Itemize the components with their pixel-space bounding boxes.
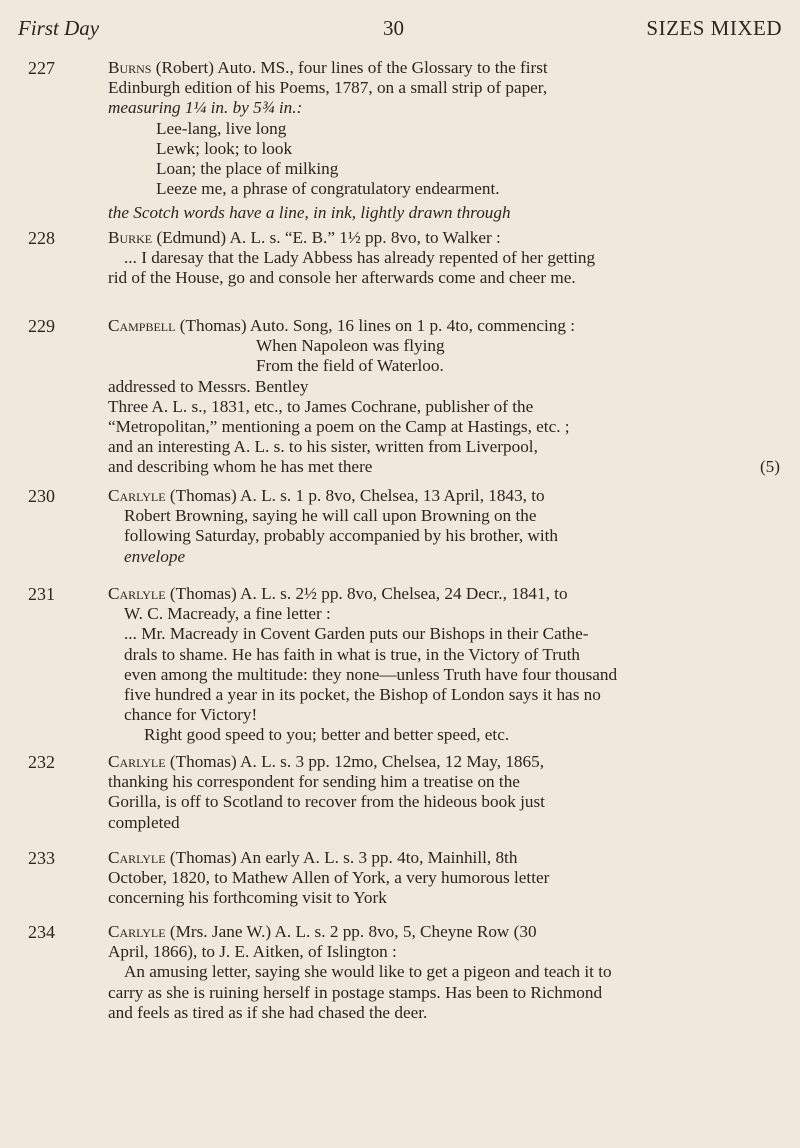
- lot-description: (Thomas) An early A. L. s. 3 pp. 4to, Mainhill, 8th: [165, 848, 518, 867]
- lot-description: (Mrs. Jane W.) A. L. s. 2 pp. 8vo, 5, Cheyne Row (30: [165, 922, 537, 941]
- header-day: First Day: [18, 16, 100, 40]
- lot-count: (5): [759, 457, 780, 477]
- lot-number: 227: [28, 58, 55, 78]
- quote-line: Loan; the place of milking: [156, 159, 339, 179]
- lot-228: [28, 228, 780, 289]
- quote-line: and feels as tired as if she had chased the deer.: [108, 1002, 428, 1022]
- lot-author: Burke: [108, 228, 153, 247]
- verse-line: From the field of Waterloo.: [256, 356, 444, 376]
- quote-line: Lewk; look; to look: [156, 138, 293, 158]
- lot-author: Burns: [108, 58, 152, 77]
- lot-number: 234: [28, 922, 55, 942]
- lot-author: Carlyle: [108, 584, 166, 603]
- lot-line: thanking his correspondent for sending him a treatise on the: [108, 772, 520, 792]
- lot-number: 231: [28, 584, 55, 604]
- page-number: 30: [383, 16, 404, 40]
- lot-line: “Metropolitan,” mentioning a poem on the Camp at Hastings, etc. ;: [108, 417, 570, 437]
- lot-line: following Saturday, probably accompanied by his brother, with: [124, 526, 558, 546]
- lot-author: Carlyle: [108, 752, 166, 771]
- lot-number: 229: [28, 316, 55, 336]
- lot-line: and an interesting A. L. s. to his sister, written from Liverpool,: [108, 437, 538, 457]
- lot-line: Gorilla, is off to Scotland to recover from the hideous book just: [108, 792, 545, 812]
- lot-number: 232: [28, 752, 55, 772]
- quote-line: even among the multitude: they none—unless Truth have four thousand: [124, 664, 618, 684]
- quote-line: Lee-lang, live long: [156, 118, 287, 138]
- lot-description: (Thomas) A. L. s. 2½ pp. 8vo, Chelsea, 24 Decr., 1841, to: [165, 584, 568, 603]
- quote-line: chance for Victory!: [124, 705, 258, 725]
- lot-number: 228: [28, 228, 55, 248]
- page-header: [18, 16, 782, 46]
- lot-232: [28, 752, 780, 833]
- lot-line: April, 1866), to J. E. Aitken, of Islington :: [108, 942, 397, 962]
- quote-line: Right good speed to you; better and better speed, etc.: [144, 725, 510, 745]
- quote-line: ... I daresay that the Lady Abbess has already repented of her getting: [124, 248, 596, 268]
- quote-line: drals to shame. He has faith in what is true, in the Victory of Truth: [124, 644, 580, 664]
- lot-line: completed: [108, 812, 180, 832]
- lot-233: [28, 848, 780, 909]
- lot-234: [28, 922, 780, 1023]
- lot-author: Carlyle: [108, 486, 166, 505]
- lot-description: (Thomas) Auto. Song, 16 lines on 1 p. 4to, commencing :: [175, 316, 576, 335]
- lot-line: October, 1820, to Mathew Allen of York, a very humorous letter: [108, 868, 550, 888]
- quote-line: ... Mr. Macready in Covent Garden puts our Bishops in their Cathe-: [124, 624, 589, 644]
- lot-author: Carlyle: [108, 922, 166, 941]
- quote-line: carry as she is ruining herself in postage stamps. Has been to Richmond: [108, 982, 603, 1002]
- lot-note: the Scotch words have a line, in ink, lightly drawn through: [108, 203, 511, 223]
- lot-description: (Thomas) A. L. s. 3 pp. 12mo, Chelsea, 12 May, 1865,: [165, 752, 544, 771]
- lot-line: Robert Browning, saying he will call upon Browning on the: [124, 506, 537, 526]
- quote-line: rid of the House, go and console her afterwards come and cheer me.: [108, 268, 576, 288]
- lot-author: Carlyle: [108, 848, 166, 867]
- lot-description-line: Edinburgh edition of his Poems, 1787, on a small strip of paper,: [108, 78, 548, 98]
- lot-227: [28, 58, 780, 224]
- lot-number: 230: [28, 486, 55, 506]
- lot-number: 233: [28, 848, 55, 868]
- lot-measure: measuring 1¼ in. by 5¾ in.:: [108, 98, 303, 118]
- lot-description: (Edmund) A. L. s. “E. B.” 1½ pp. 8vo, to Walker :: [152, 228, 501, 247]
- lot-231: [28, 584, 780, 746]
- quote-line: Leeze me, a phrase of congratulatory endearment.: [156, 179, 500, 199]
- lot-line: concerning his forthcoming visit to York: [108, 888, 387, 908]
- lot-line: and describing whom he has met there: [108, 457, 373, 477]
- verse-line: When Napoleon was flying: [256, 336, 445, 356]
- lot-line: Three A. L. s., 1831, etc., to James Cochrane, publisher of the: [108, 396, 534, 416]
- lot-addressed: addressed to Messrs. Bentley: [108, 376, 309, 396]
- lot-230: [28, 486, 780, 567]
- lot-line: envelope: [124, 546, 186, 566]
- header-section: SIZES MIXED: [646, 16, 782, 40]
- lot-line: W. C. Macready, a fine letter :: [124, 604, 331, 624]
- lot-author: Campbell: [108, 316, 176, 335]
- quote-line: five hundred a year in its pocket, the Bishop of London says it has no: [124, 685, 601, 705]
- lot-229: [28, 316, 780, 478]
- lot-description: (Robert) Auto. MS., four lines of the Glossary to the first: [151, 58, 548, 77]
- quote-line: An amusing letter, saying she would like to get a pigeon and teach it to: [124, 962, 612, 982]
- lot-description: (Thomas) A. L. s. 1 p. 8vo, Chelsea, 13 April, 1843, to: [165, 486, 545, 505]
